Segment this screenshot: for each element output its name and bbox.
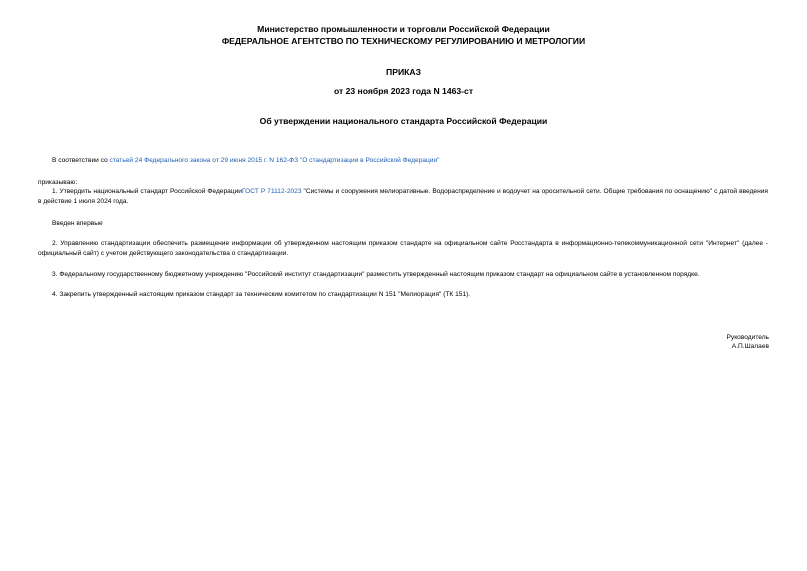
federal-law-link[interactable]: статьей 24 Федерального закона от 29 июня 2015 г. N 162-ФЗ "О стандартизации в Российской Федерации" (109, 157, 440, 164)
item-2-paragraph: 2. Управлению стандартизации обеспечить размещение информации об утвержденном настоящим приказом стандарте на официальном сайте Росстандарта в информационно-телекоммуникационной сети "Интернет" (далее - официальный сайт) с учетом действующего законодательства о стандартизации. (38, 240, 768, 257)
agency-heading: ФЕДЕРАЛЬНОЕ АГЕНТСТВО ПО ТЕХНИЧЕСКОМУ РЕГУЛИРОВАНИЮ И МЕТРОЛОГИИ (221, 36, 586, 46)
preamble-prefix: В соответствии со (52, 157, 110, 164)
document-subject: Об утверждении национального стандарта Российской Федерации (259, 116, 548, 126)
item-1-prefix: 1. Утвердить национальный стандарт Российской Федерации (52, 188, 242, 195)
introduced-note: Введен впервые (52, 220, 103, 227)
item-1-paragraph (38, 187, 768, 207)
ministry-heading: Министерство промышленности и торговли Российской Федерации (257, 24, 550, 34)
item-1-suffix: "Системы и сооружения мелиоративные. Водораспределение и водоучет на оросительной сети. Общие требования по оснащению" с датой введения в действие 1 июля 2024 года. (38, 188, 768, 205)
item-4-paragraph: 4. Закрепить утвержденный настоящим приказом стандарт за техническим комитетом по стандартизации N 151 "Мелиорация" (ТК 151). (52, 291, 471, 298)
signature-name: А.П.Шалаев (731, 343, 769, 350)
order-word: приказываю: (38, 179, 78, 186)
item-3-paragraph: 3. Федеральному государственному бюджетному учреждению "Российский институт стандартизации" разместить утвержденный настоящим приказом стандарт на официальном сайте в установленном порядке. (52, 271, 700, 278)
gost-link[interactable]: ГОСТ Р 71112-2023 (241, 188, 302, 195)
document-type: ПРИКАЗ (386, 67, 421, 77)
document-date-number: от 23 ноября 2023 года N 1463-ст (333, 86, 474, 96)
signature-title: Руководитель (726, 334, 769, 341)
preamble-paragraph (52, 156, 768, 166)
